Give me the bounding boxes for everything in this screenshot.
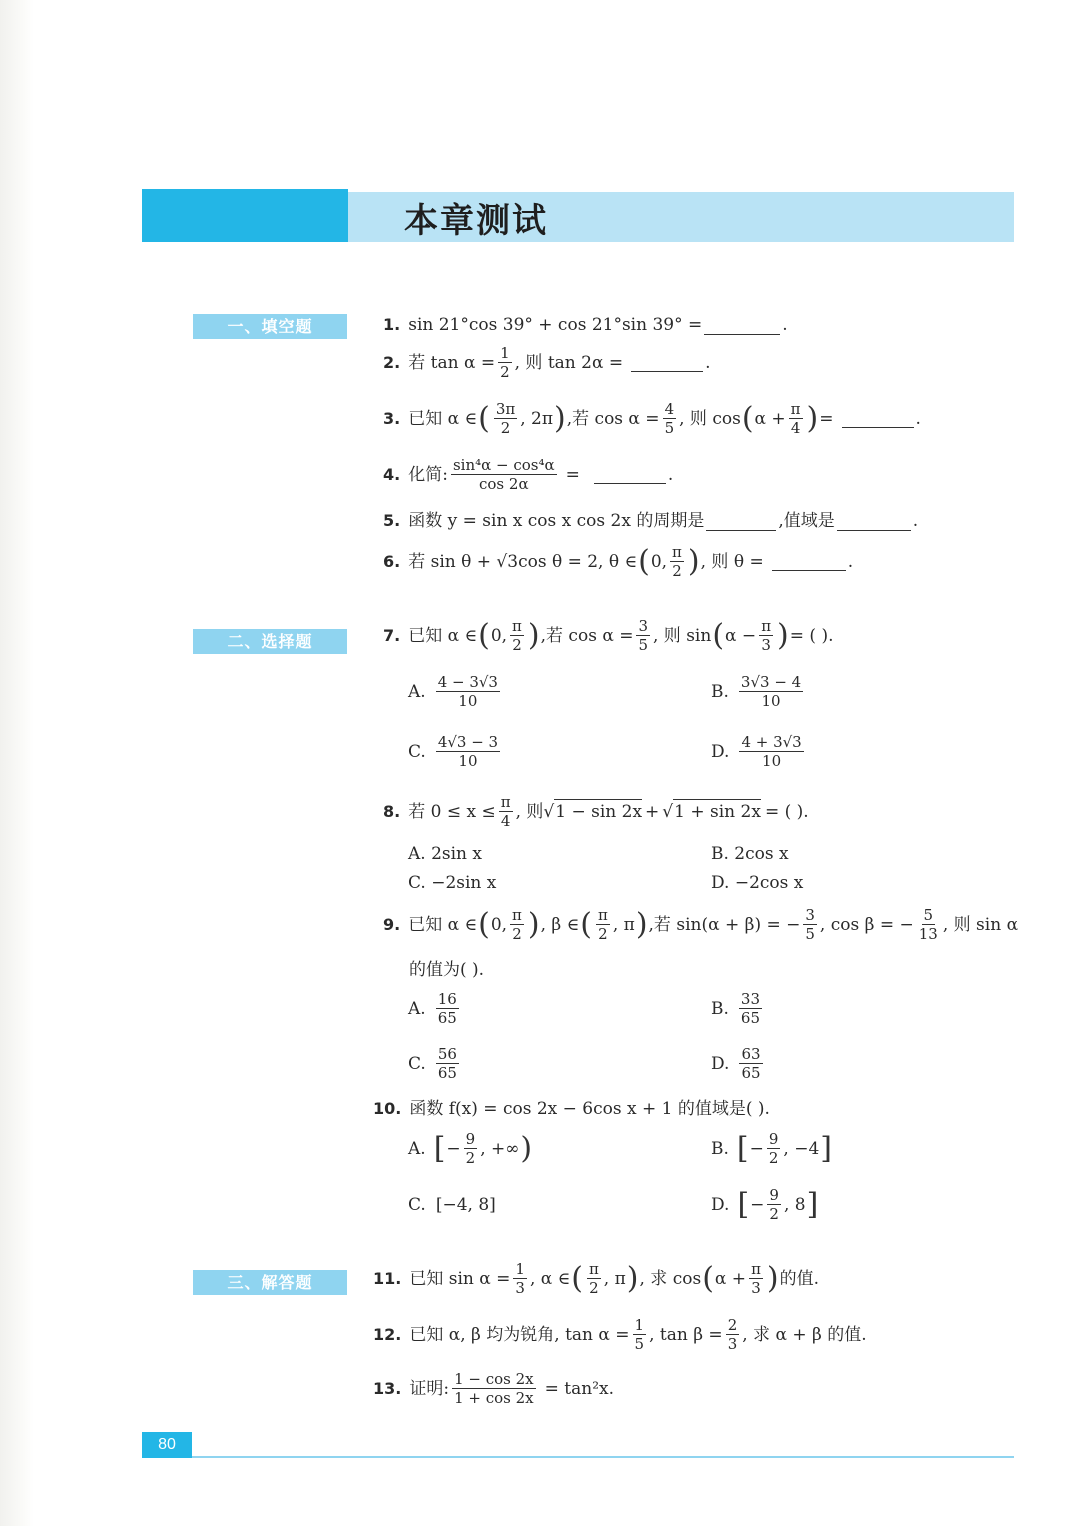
option-10c[interactable] xyxy=(408,1195,496,1215)
fraction xyxy=(499,793,513,830)
question-12 xyxy=(373,1316,867,1353)
question-text: 已知 α ∈ xyxy=(408,625,478,646)
question-text: ,值域是 xyxy=(778,511,835,531)
numerator: π xyxy=(588,1260,599,1278)
option-9d[interactable] xyxy=(711,1045,766,1082)
punct: . xyxy=(667,464,674,485)
question-text: = xyxy=(819,408,834,429)
fraction xyxy=(510,906,524,943)
denominator: 65 xyxy=(437,1009,457,1027)
question-text: 0, xyxy=(490,914,508,935)
sqrt-sign: √ xyxy=(662,801,674,822)
numerator: 5 xyxy=(923,906,934,924)
numerator: 33 xyxy=(740,990,760,1008)
paren-open: ( xyxy=(702,1260,714,1296)
question-text: , 则 xyxy=(515,801,544,822)
question-text: ,若 sin(α + β) = − xyxy=(648,914,801,935)
option-9c[interactable] xyxy=(408,1045,462,1082)
denominator: 3 xyxy=(751,1279,761,1297)
fraction xyxy=(513,1260,527,1297)
numerator: 2 xyxy=(727,1316,738,1334)
fraction xyxy=(767,1130,781,1167)
question-text: 已知 α ∈ xyxy=(408,408,478,429)
question-text: , β ∈ xyxy=(540,914,580,935)
paren-close: ) xyxy=(635,906,648,942)
option-10a[interactable] xyxy=(408,1130,533,1167)
paren-open: ( xyxy=(478,617,490,653)
question-10 xyxy=(373,1097,770,1121)
fraction xyxy=(636,617,650,654)
paren-close: ) xyxy=(527,617,540,653)
numerator: 3√3 − 4 xyxy=(740,673,802,691)
question-2 xyxy=(383,344,711,381)
paren-open: ( xyxy=(478,906,490,942)
numerator: sin⁴α − cos⁴α xyxy=(452,456,555,474)
denominator: 2 xyxy=(589,1279,599,1297)
option-label: B. xyxy=(711,998,729,1019)
paren-open: ( xyxy=(571,1260,583,1296)
fraction xyxy=(726,1316,740,1353)
numerator: 3 xyxy=(638,617,648,635)
option-label: C. xyxy=(408,741,426,762)
radicand: 1 + sin 2x xyxy=(673,799,761,824)
question-number: 11. xyxy=(373,1268,402,1288)
numerator: 4 xyxy=(664,400,675,418)
question-number: 4. xyxy=(383,464,401,484)
denominator: 5 xyxy=(634,1335,645,1353)
denominator: 2 xyxy=(512,636,522,654)
fraction xyxy=(436,990,459,1027)
numerator: π xyxy=(790,400,801,418)
paren-open: ( xyxy=(712,617,725,653)
denominator: 65 xyxy=(437,1064,457,1082)
denominator: 4 xyxy=(500,812,511,830)
denominator: 2 xyxy=(672,562,682,580)
question-number: 6. xyxy=(383,551,401,571)
fraction xyxy=(803,906,817,943)
question-text: = ( ). xyxy=(789,625,834,646)
answer-blank[interactable] xyxy=(631,353,703,372)
fraction xyxy=(759,617,773,654)
interval-tail: , −4 xyxy=(783,1138,820,1159)
option-label: A. xyxy=(408,681,426,702)
question-text: 0, xyxy=(650,551,668,572)
question-9-line-2: 的值为( ). xyxy=(409,960,485,980)
punct: . xyxy=(912,511,919,531)
page-title: 本章测试 xyxy=(404,201,548,241)
option-label: C. xyxy=(408,1053,426,1074)
denominator: 2 xyxy=(500,419,511,437)
fraction xyxy=(749,1260,763,1297)
question-text: , π xyxy=(612,914,635,935)
option-label: C. xyxy=(408,1195,426,1215)
numerator: 4 + 3√3 xyxy=(741,733,802,751)
fraction xyxy=(436,733,500,770)
denominator: 10 xyxy=(762,752,782,770)
section-label-choice: 二、选择题 xyxy=(193,629,347,654)
footer-rule xyxy=(192,1456,1014,1458)
option-label: A. xyxy=(408,1138,426,1159)
question-number: 5. xyxy=(383,511,401,530)
question-7 xyxy=(383,617,834,654)
denominator: 5 xyxy=(805,925,815,943)
option-7d[interactable] xyxy=(711,733,807,770)
question-5 xyxy=(383,509,918,533)
section-label-solve: 三、解答题 xyxy=(193,1270,347,1295)
question-text: 已知 sin α = xyxy=(409,1268,511,1289)
question-text: , cos β = − xyxy=(819,914,914,935)
answer-blank[interactable] xyxy=(594,465,666,484)
punct: . xyxy=(782,315,788,335)
question-1 xyxy=(383,313,788,337)
question-6 xyxy=(383,543,853,580)
question-text: ,若 cos α = xyxy=(566,408,660,429)
question-number: 2. xyxy=(383,352,401,372)
question-text: α − xyxy=(725,625,757,646)
fraction xyxy=(452,1370,536,1407)
answer-blank-period[interactable] xyxy=(706,512,776,531)
question-number: 9. xyxy=(383,914,401,934)
denominator: 3 xyxy=(727,1335,738,1353)
bracket-close: ] xyxy=(806,1186,819,1222)
question-text: , 则 cos xyxy=(679,408,741,429)
question-text: 化简: xyxy=(408,464,448,485)
answer-blank-range[interactable] xyxy=(837,512,911,531)
bracket-close: ] xyxy=(820,1130,833,1166)
fraction xyxy=(767,1186,781,1223)
numerator: π xyxy=(500,793,511,811)
minus-sign: − xyxy=(749,1138,764,1159)
numerator: 16 xyxy=(437,990,457,1008)
punct: . xyxy=(915,408,921,429)
question-text: = xyxy=(565,464,580,485)
question-text: 若 tan α = xyxy=(408,352,496,373)
denominator: 5 xyxy=(638,636,648,654)
question-text: , π xyxy=(603,1268,626,1289)
numerator: π xyxy=(512,617,522,635)
denominator: 2 xyxy=(769,1205,779,1223)
banner-accent-block xyxy=(142,189,348,242)
denominator: 4 xyxy=(790,419,801,437)
question-number: 13. xyxy=(373,1378,402,1398)
paren-close: ) xyxy=(687,543,700,579)
denominator: 10 xyxy=(458,692,478,710)
numerator: 3 xyxy=(805,906,815,924)
option-label: D. xyxy=(711,1053,730,1074)
fraction xyxy=(436,673,500,710)
bracket-open: [ xyxy=(433,1130,446,1166)
numerator: π xyxy=(672,543,682,561)
question-text: 函数 y = sin x cos x cos 2x 的周期是 xyxy=(408,511,705,531)
page-number: 80 xyxy=(142,1432,192,1458)
denominator: 2 xyxy=(512,925,522,943)
paren-close: ) xyxy=(806,400,819,436)
option-label: B. xyxy=(711,1138,729,1159)
numerator: 3π xyxy=(495,400,516,418)
fraction xyxy=(633,1316,647,1353)
option-label: B. xyxy=(711,681,729,702)
numerator: 9 xyxy=(768,1130,779,1148)
numerator: 9 xyxy=(465,1130,476,1148)
option-8b[interactable]: B. 2cos x xyxy=(711,844,789,864)
question-text: , α ∈ xyxy=(529,1268,571,1289)
interval-tail: , +∞ xyxy=(480,1138,520,1159)
option-7a[interactable] xyxy=(408,673,503,710)
denominator: 10 xyxy=(761,692,781,710)
question-text: , 则 sin xyxy=(653,625,712,646)
answer-blank[interactable] xyxy=(842,409,914,428)
option-label: D. xyxy=(711,1194,730,1215)
paren-close: ) xyxy=(520,1130,533,1166)
paren-open: ( xyxy=(580,906,592,942)
question-text: α + xyxy=(714,1268,747,1289)
plus-sign: + xyxy=(645,801,660,822)
page-edge-shadow xyxy=(0,0,34,1526)
question-number: 10. xyxy=(373,1099,402,1118)
question-text: sin 21°cos 39° + cos 21°sin 39° = xyxy=(408,315,703,335)
denominator: 5 xyxy=(664,419,675,437)
question-text: 0, xyxy=(490,625,508,646)
denominator: 2 xyxy=(465,1149,476,1167)
question-text: 已知 α ∈ xyxy=(408,914,478,935)
option-label: D. xyxy=(711,741,730,762)
option-label: A. xyxy=(408,998,426,1019)
question-text: α + xyxy=(754,408,786,429)
bracket-open: [ xyxy=(736,1130,749,1166)
fraction xyxy=(451,456,557,493)
question-text: 已知 α, β 均为锐角, tan α = xyxy=(409,1324,630,1345)
fraction xyxy=(670,543,684,580)
question-4 xyxy=(383,456,673,493)
paren-close: ) xyxy=(766,1260,779,1296)
option-8c[interactable]: C. −2sin x xyxy=(408,873,497,893)
question-text: 函数 f(x) = cos 2x − 6cos x + 1 的值域是( ). xyxy=(409,1099,770,1119)
denominator: 65 xyxy=(740,1009,760,1027)
fraction xyxy=(739,1045,762,1082)
option-9a[interactable] xyxy=(408,990,462,1027)
punct: . xyxy=(847,551,854,572)
question-text: = ( ). xyxy=(764,801,809,822)
option-8a[interactable]: A. 2sin x xyxy=(408,844,483,864)
numerator: 1 xyxy=(500,344,510,362)
fraction xyxy=(587,1260,601,1297)
numerator: 1 − cos 2x xyxy=(454,1370,534,1388)
paren-open: ( xyxy=(638,543,650,579)
question-text: 证明: xyxy=(409,1378,450,1399)
option-8d[interactable]: D. −2cos x xyxy=(711,873,804,893)
interval-tail: , 8 xyxy=(783,1194,806,1215)
fraction xyxy=(464,1130,478,1167)
numerator: π xyxy=(512,906,522,924)
fraction xyxy=(739,673,803,710)
question-13 xyxy=(373,1370,614,1407)
answer-blank[interactable] xyxy=(772,552,846,571)
option-10b[interactable] xyxy=(711,1130,833,1167)
denominator: 1 + cos 2x xyxy=(454,1389,534,1407)
question-text: , 则 tan 2α = xyxy=(514,352,624,373)
question-text: , 则 θ = xyxy=(700,551,764,572)
numerator: 4 − 3√3 xyxy=(437,673,498,691)
denominator: 2 xyxy=(768,1149,779,1167)
denominator: 13 xyxy=(918,925,938,943)
question-11 xyxy=(373,1260,819,1297)
paren-open: ( xyxy=(478,400,490,436)
question-number: 1. xyxy=(383,315,401,334)
fraction xyxy=(498,344,512,381)
sqrt-sign: √ xyxy=(543,801,555,822)
question-text: , 求 α + β 的值. xyxy=(742,1324,867,1345)
question-9 xyxy=(383,906,1018,943)
denominator: 3 xyxy=(515,1279,525,1297)
numerator: 1 xyxy=(634,1316,645,1334)
paren-open: ( xyxy=(741,400,754,436)
section-label-fill-in: 一、填空题 xyxy=(193,314,347,339)
radicand: 1 − sin 2x xyxy=(554,799,642,824)
option-text: [−4, 8] xyxy=(435,1195,496,1215)
paren-close: ) xyxy=(626,1260,639,1296)
chapter-test-banner xyxy=(142,189,1014,242)
answer-blank[interactable] xyxy=(704,316,780,335)
fraction xyxy=(596,906,610,943)
numerator: 4√3 − 3 xyxy=(437,733,499,751)
question-3 xyxy=(383,400,921,437)
numerator: π xyxy=(597,906,608,924)
question-text: , tan β = xyxy=(649,1324,723,1345)
fraction xyxy=(789,400,803,437)
question-text: 若 sin θ + √3cos θ = 2, θ ∈ xyxy=(408,551,638,572)
option-9b[interactable] xyxy=(711,990,765,1027)
punct: . xyxy=(705,352,711,373)
numerator: 63 xyxy=(741,1045,761,1063)
denominator: 2 xyxy=(500,363,510,381)
denominator: 3 xyxy=(761,636,771,654)
denominator: 65 xyxy=(741,1064,761,1082)
denominator: 10 xyxy=(458,752,478,770)
numerator: π xyxy=(761,617,772,635)
fraction xyxy=(917,906,940,943)
denominator: cos 2α xyxy=(479,475,529,493)
option-10d[interactable] xyxy=(711,1186,819,1223)
numerator: 56 xyxy=(437,1045,457,1063)
option-7c[interactable] xyxy=(408,733,503,770)
question-number: 3. xyxy=(383,408,401,428)
fraction xyxy=(663,400,677,437)
question-text: = tan²x. xyxy=(544,1378,615,1399)
option-7b[interactable] xyxy=(711,673,806,710)
bracket-open: [ xyxy=(737,1186,750,1222)
fraction xyxy=(436,1045,459,1082)
minus-sign: − xyxy=(446,1138,461,1159)
question-text: , 2π xyxy=(520,408,554,429)
question-text: , 求 cos xyxy=(639,1268,702,1289)
fraction xyxy=(739,733,803,770)
question-number: 8. xyxy=(383,801,401,821)
question-text: ,若 cos α = xyxy=(540,625,634,646)
question-number: 7. xyxy=(383,625,401,645)
question-text: 若 0 ≤ x ≤ xyxy=(408,801,496,822)
question-text: , 则 sin α xyxy=(942,914,1019,935)
minus-sign: − xyxy=(750,1194,765,1215)
question-text: 的值. xyxy=(779,1268,820,1289)
paren-close: ) xyxy=(527,906,540,942)
fraction xyxy=(510,617,524,654)
numerator: 9 xyxy=(769,1186,779,1204)
numerator: 1 xyxy=(515,1260,525,1278)
fraction xyxy=(739,990,762,1027)
numerator: π xyxy=(751,1260,761,1278)
question-8 xyxy=(383,793,809,830)
denominator: 2 xyxy=(598,925,608,943)
paren-close: ) xyxy=(777,617,789,653)
paren-close: ) xyxy=(554,400,566,436)
question-number: 12. xyxy=(373,1324,402,1344)
fraction xyxy=(494,400,517,437)
